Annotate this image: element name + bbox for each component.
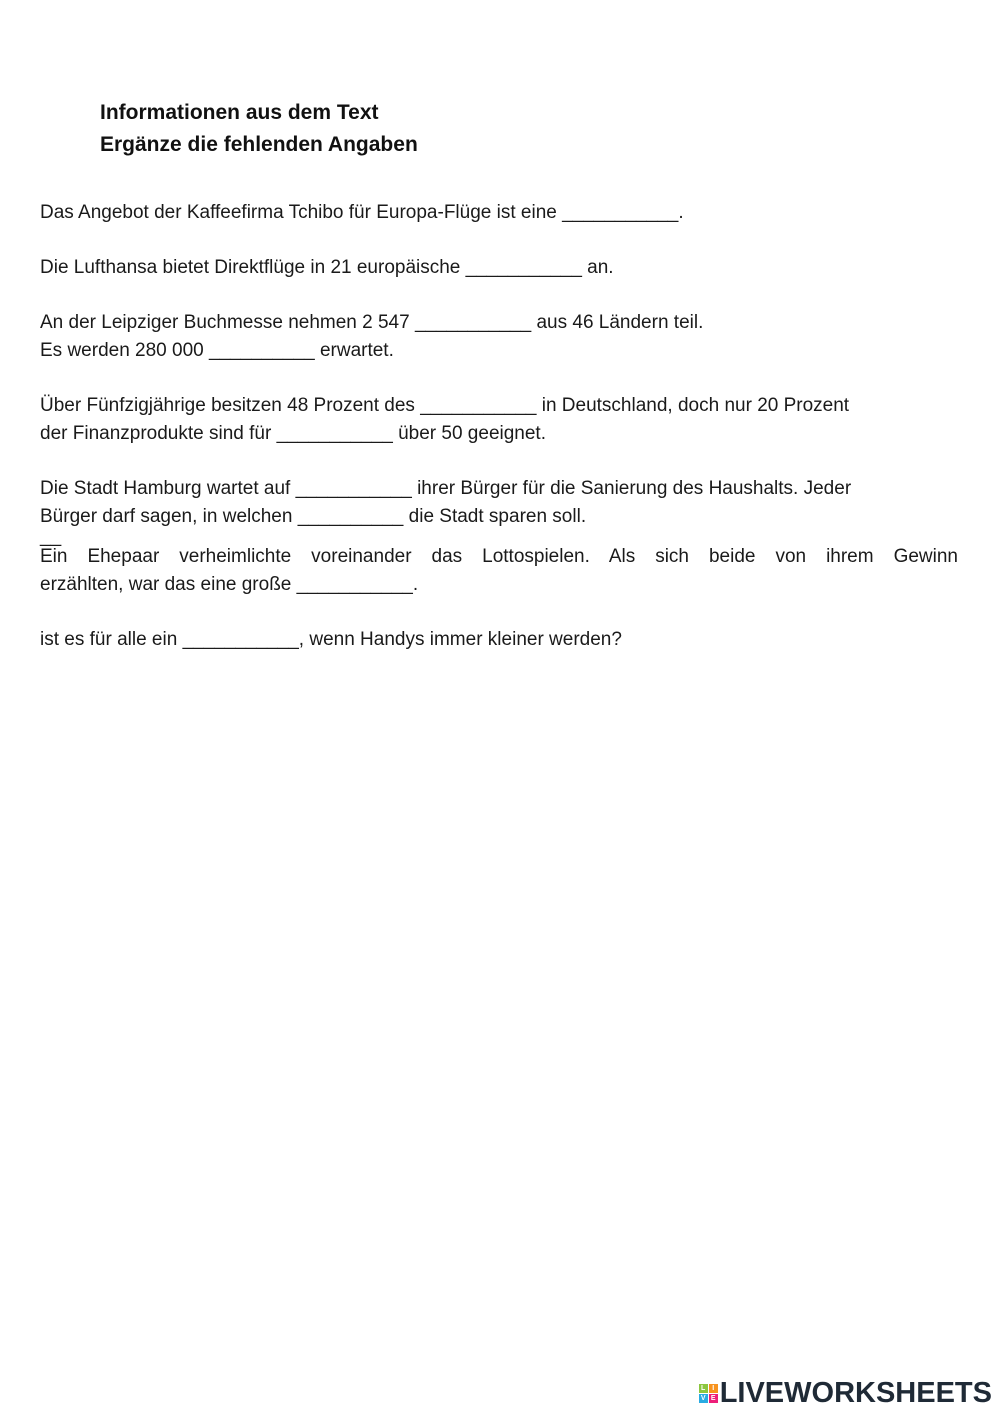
- sentence-line: Die Lufthansa bietet Direktflüge in 21 europäische ___________ an.: [40, 257, 614, 278]
- mark-letter: I: [709, 1384, 718, 1393]
- sentence-line: Das Angebot der Kaffeefirma Tchibo für Europa-Flüge ist eine ___________.: [40, 202, 684, 223]
- worksheet-body: [40, 199, 958, 654]
- mark-letter: E: [709, 1394, 718, 1403]
- sentence-line: der Finanzprodukte sind für ___________ über 50 geeignet.: [40, 423, 546, 444]
- worksheet-instruction: Ergänze die fehlenden Angaben: [100, 133, 418, 156]
- sentence-line: Bürger darf sagen, in welchen __________ die Stadt sparen soll.: [40, 506, 587, 527]
- worksheet-title: Informationen aus dem Text: [100, 101, 379, 124]
- mark-letter: V: [699, 1394, 708, 1403]
- sentence-ehepaar: [40, 543, 958, 599]
- sentence-line: ist es für alle ein ___________, wenn Handys immer kleiner werden?: [40, 629, 622, 650]
- sentence-line: erzählten, war das eine große ___________.: [40, 574, 419, 595]
- liveworksheets-logo: [699, 1378, 992, 1408]
- sentence-fuenfzigjaehrige: [40, 392, 958, 448]
- sentence-line: Es werden 280 000 __________ erwartet.: [40, 340, 394, 361]
- sentence-buchmesse: [40, 309, 958, 365]
- sentence-line: Die Stadt Hamburg wartet auf ___________ ihrer Bürger für die Sanierung des Haushalts. Jeder: [40, 478, 852, 499]
- sentence-handys: [40, 626, 958, 654]
- sentence-lufthansa: [40, 254, 958, 282]
- mark-letter: L: [699, 1384, 708, 1393]
- liveworksheets-wordmark: LIVEWORKSHEETS: [719, 1376, 992, 1409]
- sentence-line: Über Fünfzigjährige besitzen 48 Prozent des ___________ in Deutschland, doch nur 20 Prozent: [40, 395, 850, 416]
- worksheet-heading: [100, 97, 418, 161]
- sentence-line: An der Leipziger Buchmesse nehmen 2 547 ___________ aus 46 Ländern teil.: [40, 312, 704, 333]
- sentence-tchibo: [40, 199, 958, 227]
- liveworksheets-mark-icon: [699, 1384, 718, 1403]
- stray-dash: __: [40, 526, 62, 547]
- sentence-line: Ein Ehepaar verheimlichte voreinander das Lottospielen. Als sich beide von ihrem Gewinn: [40, 546, 958, 567]
